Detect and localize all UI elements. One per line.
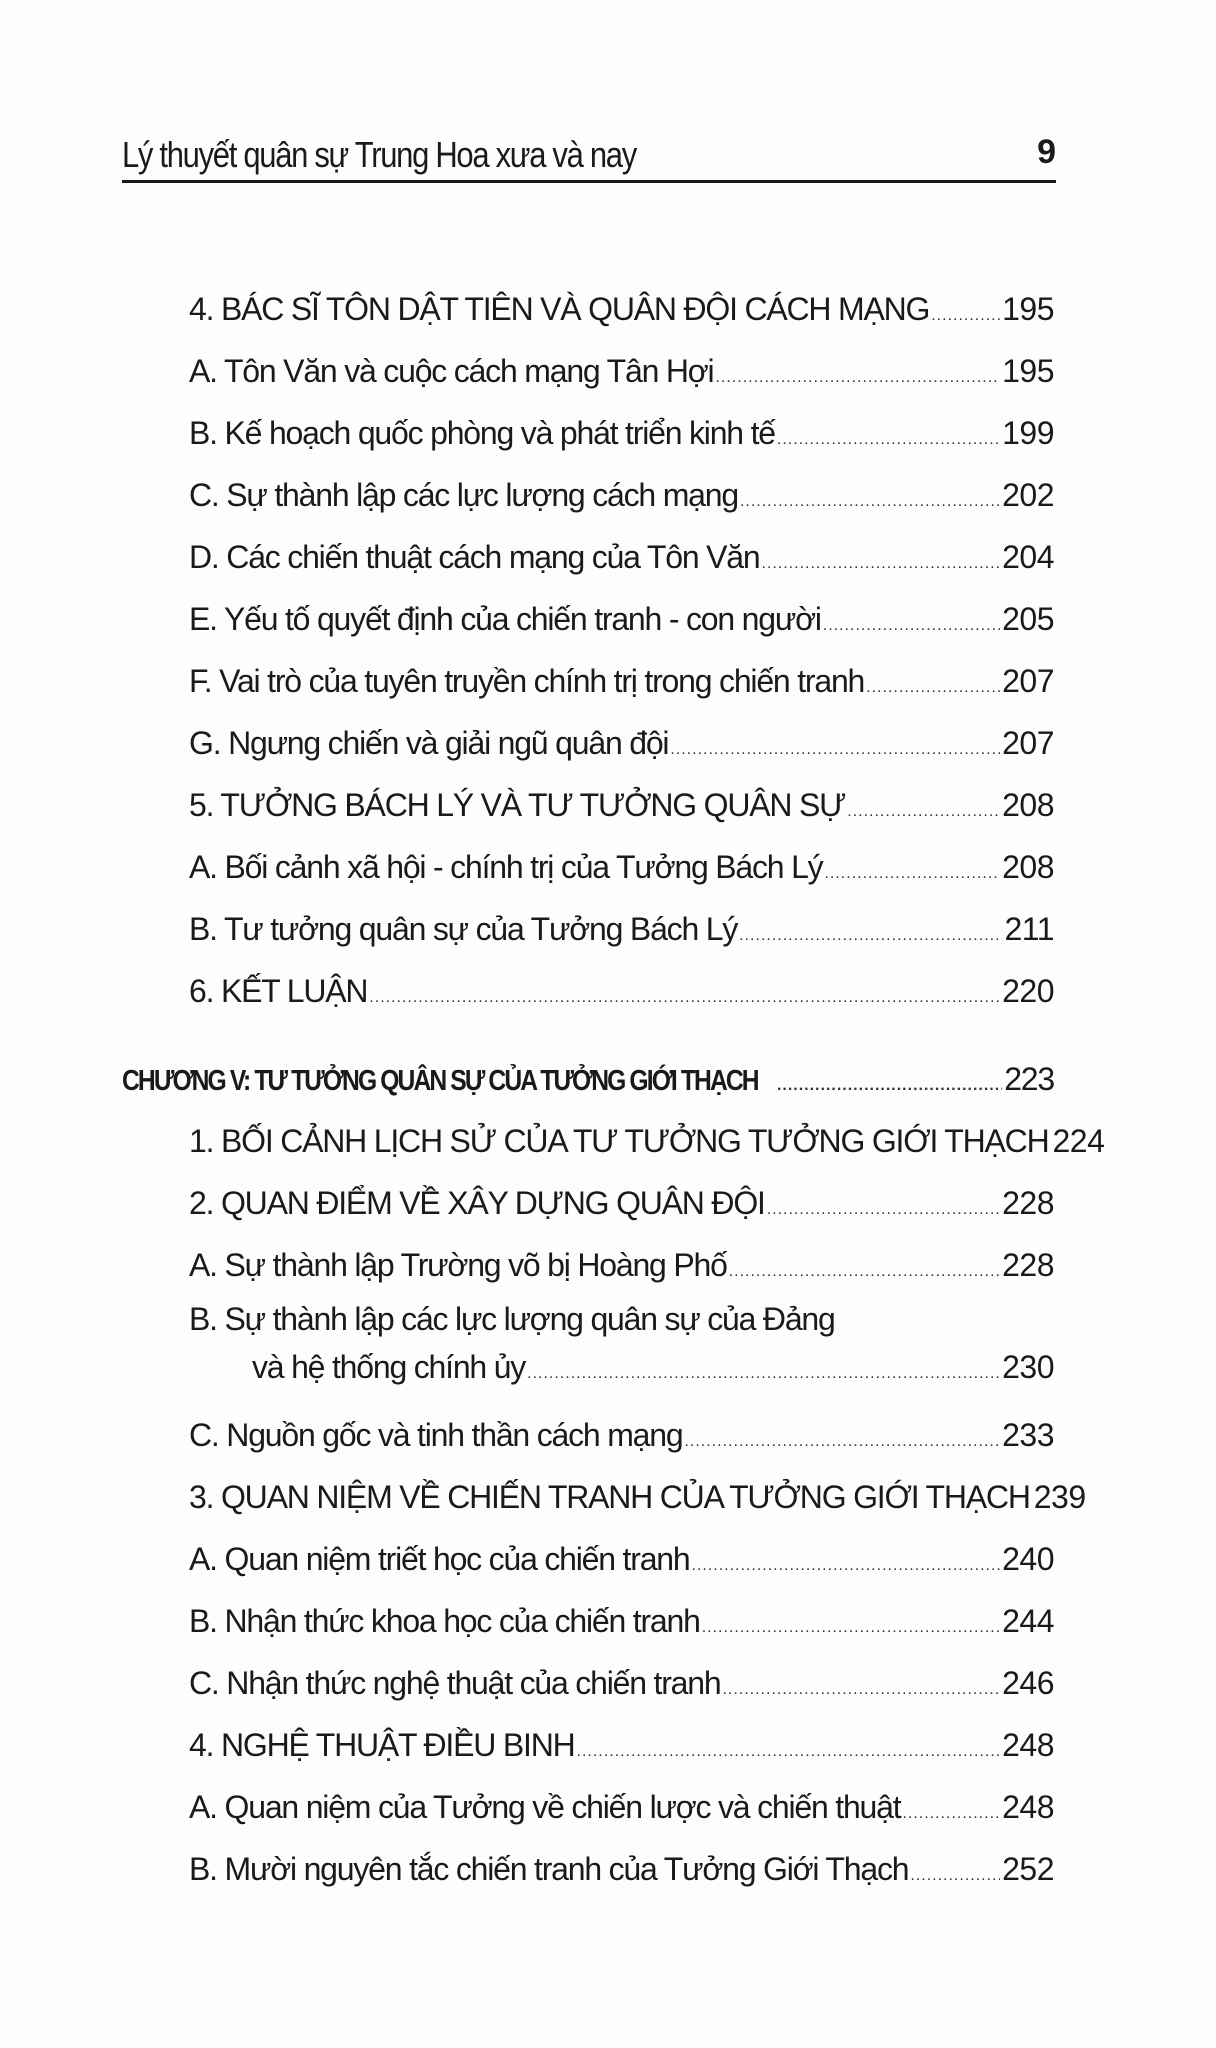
toc-entry-label: B. Tư tưởng quân sự của Tưởng Bách Lý	[189, 911, 738, 947]
toc-entry	[122, 1528, 1054, 1590]
toc-entry-label: C. Nguồn gốc và tinh thần cách mạng	[189, 1417, 683, 1453]
toc-entry-page: 220	[1002, 973, 1054, 1009]
toc-entry-page: 204	[1002, 539, 1054, 575]
toc-entry-page: 240	[1002, 1541, 1054, 1577]
toc-entry-label: C. Nhận thức nghệ thuật của chiến tranh	[189, 1665, 721, 1701]
dot-leader	[691, 1535, 1000, 1597]
dot-leader	[527, 1349, 1000, 1399]
toc-entry	[122, 1714, 1054, 1776]
toc-entry	[122, 774, 1054, 836]
toc-entry-label: 4. NGHỆ THUẬT ĐIỀU BINH	[189, 1727, 575, 1763]
dot-leader	[715, 347, 1000, 409]
toc-entry-label: 5. TƯỞNG BÁCH LÝ VÀ TƯ TƯỞNG QUÂN SỰ	[189, 787, 846, 823]
toc-entry-label-line1: B. Sự thành lập các lực lượng quân sự của Đảng	[189, 1301, 835, 1337]
toc-entry	[122, 464, 1054, 526]
dot-leader	[777, 409, 1000, 471]
dot-leader	[910, 1845, 1000, 1907]
toc-entry	[122, 402, 1054, 464]
toc-entry-label: A. Sự thành lập Trường võ bị Hoàng Phố	[189, 1247, 727, 1283]
toc-entry	[122, 960, 1054, 1022]
toc-entry-label: B. Kế hoạch quốc phòng và phát triển kinh tế	[189, 415, 775, 451]
toc-entry-page: 208	[1002, 849, 1054, 885]
toc-entry	[122, 526, 1054, 588]
toc-entry-page: 230	[1002, 1349, 1054, 1385]
toc-entry-label: 2. QUAN ĐIỂM VỀ XÂY DỰNG QUÂN ĐỘI	[189, 1185, 765, 1221]
dot-leader	[684, 1411, 1000, 1473]
dot-leader	[931, 285, 1000, 347]
dot-leader	[767, 1179, 1000, 1241]
toc-entry-label: 6. KẾT LUẬN	[189, 973, 368, 1009]
toc-entry-label: A. Tôn Văn và cuộc cách mạng Tân Hợi	[189, 353, 714, 389]
dot-leader	[577, 1721, 1001, 1783]
dot-leader	[902, 1783, 1000, 1845]
toc-entry	[122, 1776, 1054, 1838]
toc-entry-page: 207	[1002, 725, 1054, 761]
toc-entry-page: 233	[1002, 1417, 1054, 1453]
dot-leader	[847, 781, 1000, 843]
dot-leader	[740, 471, 1000, 533]
dot-leader	[866, 657, 1000, 719]
toc-entry-page: 224	[1052, 1123, 1105, 1159]
dot-leader	[739, 905, 1002, 967]
toc-entry	[122, 340, 1054, 402]
book-title: Lý thuyết quân sự Trung Hoa xưa và nay	[122, 134, 636, 175]
toc-entry-page: 246	[1002, 1665, 1054, 1701]
toc-entry-page: 202	[1002, 477, 1054, 513]
toc-entry-label: CHƯƠNG V: TƯ TƯỞNG QUÂN SỰ CỦA TƯỞNG GIỚI THẠCH	[122, 1065, 758, 1097]
toc-entry	[122, 1404, 1054, 1466]
toc-entry-page: 205	[1002, 601, 1054, 637]
toc-entry	[122, 898, 1054, 960]
toc-entry-page: 208	[1002, 787, 1054, 823]
toc-chapter-heading	[122, 1048, 1054, 1110]
dot-leader	[823, 595, 1000, 657]
page-number: 9	[1037, 133, 1056, 171]
dot-leader	[729, 1241, 1000, 1303]
toc-entry	[122, 278, 1054, 340]
toc-entry	[122, 836, 1054, 898]
toc-entry-page: 199	[1002, 415, 1054, 451]
table-of-contents	[122, 278, 1105, 1900]
dot-leader	[761, 533, 1000, 595]
dot-leader	[369, 967, 1000, 1029]
toc-entry	[122, 1110, 1105, 1172]
toc-entry-multiline	[122, 1296, 1054, 1392]
running-header	[122, 128, 1056, 183]
toc-entry-label: E. Yếu tố quyết định của chiến tranh - con người	[189, 601, 821, 637]
toc-entry-page: 248	[1002, 1789, 1054, 1825]
toc-entry	[122, 1838, 1054, 1900]
toc-entry-label-line2: và hệ thống chính ủy	[252, 1349, 526, 1385]
toc-entry-label: 1. BỐI CẢNH LỊCH SỬ CỦA TƯ TƯỞNG TƯỞNG GIỚI THẠCH	[189, 1123, 1049, 1159]
toc-entry-label: A. Quan niệm của Tưởng về chiến lược và chiến thuật	[189, 1789, 901, 1825]
toc-entry	[122, 1234, 1054, 1296]
toc-entry	[122, 1466, 1086, 1528]
toc-entry-label: 4. BÁC SĨ TÔN DẬT TIÊN VÀ QUÂN ĐỘI CÁCH MẠNG	[189, 291, 930, 327]
toc-entry-label: B. Mười nguyên tắc chiến tranh của Tưởng Giới Thạch	[189, 1851, 909, 1887]
toc-entry-page: 228	[1002, 1185, 1054, 1221]
toc-entry-label: D. Các chiến thuật cách mạng của Tôn Văn	[189, 539, 760, 575]
toc-entry-label: B. Nhận thức khoa học của chiến tranh	[189, 1603, 700, 1639]
toc-entry-label: G. Ngưng chiến và giải ngũ quân đội	[189, 725, 669, 761]
toc-entry-page: 239	[1033, 1479, 1086, 1515]
toc-entry	[122, 1590, 1054, 1652]
toc-entry-page: 228	[1002, 1247, 1054, 1283]
toc-entry-label: A. Bối cảnh xã hội - chính trị của Tưởng Bách Lý	[189, 849, 823, 885]
dot-leader	[702, 1597, 1000, 1659]
toc-entry	[122, 588, 1054, 650]
toc-entry-label: C. Sự thành lập các lực lượng cách mạng	[189, 477, 738, 513]
toc-entry-page: 211	[1004, 911, 1054, 947]
toc-entry	[122, 1652, 1054, 1714]
toc-entry-page: 207	[1002, 663, 1054, 699]
toc-entry-page: 223	[1004, 1061, 1054, 1097]
dot-leader	[824, 843, 1000, 905]
toc-entry-label: A. Quan niệm triết học của chiến tranh	[189, 1541, 690, 1577]
toc-entry	[122, 650, 1054, 712]
toc-entry-page: 248	[1002, 1727, 1054, 1763]
toc-entry-page: 252	[1002, 1851, 1054, 1887]
toc-entry	[122, 712, 1054, 774]
toc-entry-page: 244	[1002, 1603, 1054, 1639]
toc-entry-page: 195	[1002, 291, 1054, 327]
dot-leader	[722, 1659, 1000, 1721]
dot-leader	[670, 719, 1000, 781]
toc-entry-page: 195	[1002, 353, 1054, 389]
toc-entry	[122, 1172, 1054, 1234]
dot-leader	[777, 1055, 1002, 1117]
toc-entry-label: 3. QUAN NIỆM VỀ CHIẾN TRANH CỦA TƯỞNG GIỚI THẠCH	[189, 1479, 1030, 1515]
toc-entry-label: F. Vai trò của tuyên truyền chính trị trong chiến tranh	[189, 663, 865, 699]
